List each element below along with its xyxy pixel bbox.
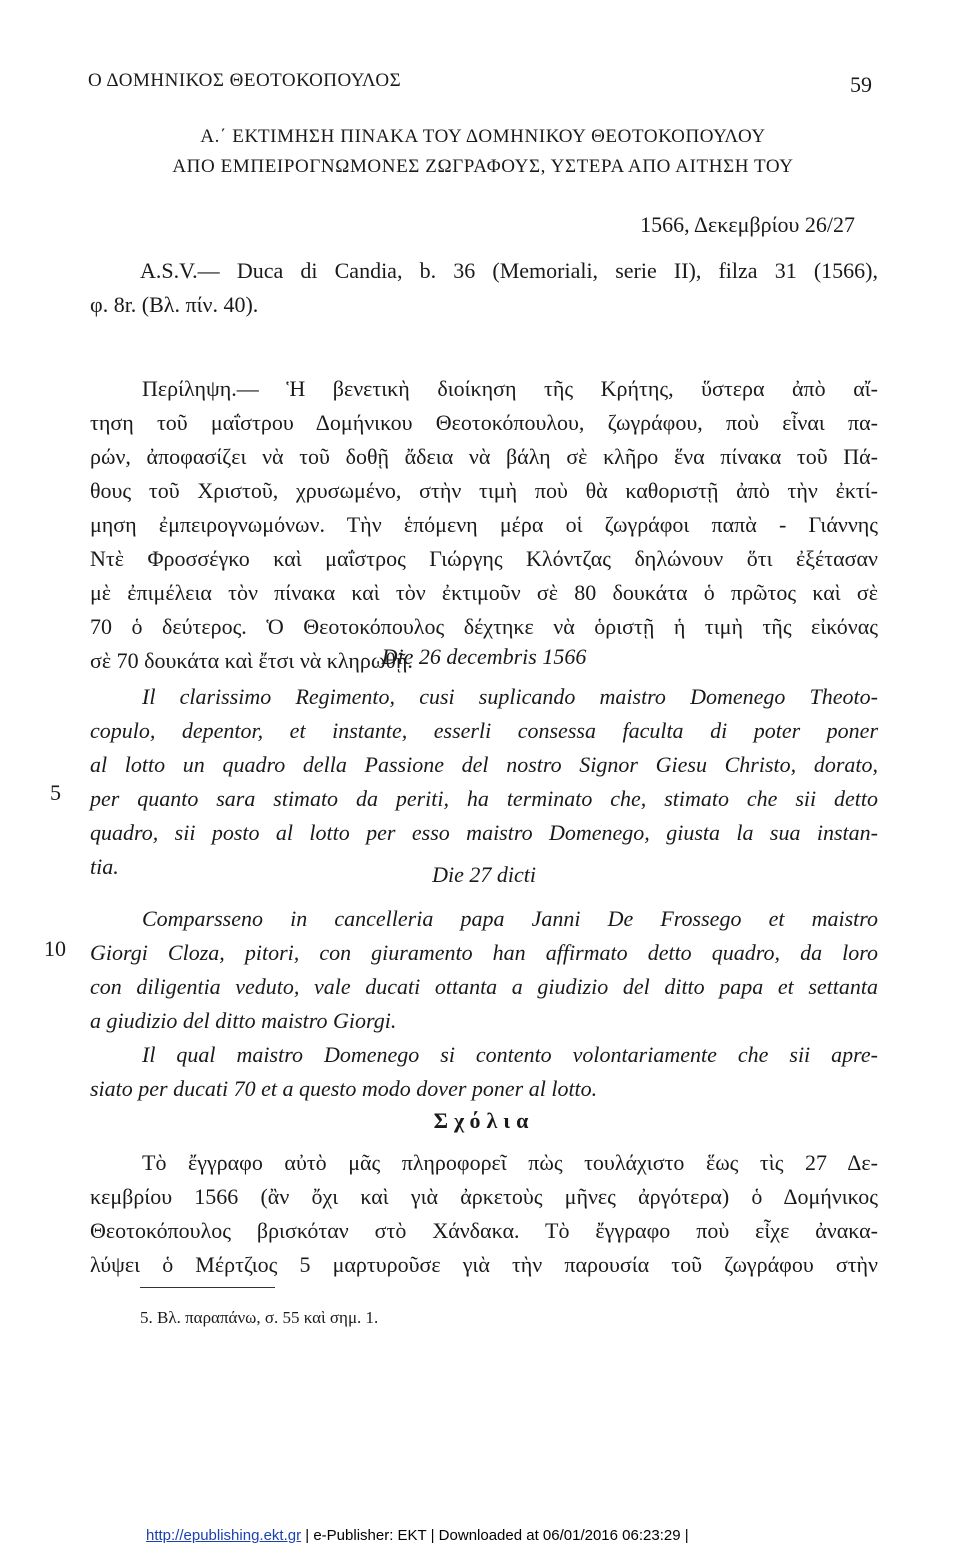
latin-line: siato per ducati 70 et a questo modo dover poner al lotto.	[90, 1076, 598, 1101]
footnote-divider	[140, 1287, 275, 1288]
latin-paragraph-1	[90, 680, 878, 884]
latin-paragraph-2	[90, 902, 878, 1038]
latin-line: Il qual maistro Domenego si contento volontariamente che sii apre-	[142, 1042, 878, 1067]
summary-line: σὲ 70 δουκάτα καὶ ἔτσι νὰ κληρωθῇ.	[90, 648, 413, 673]
latin-line: copulo, depentor, et instante, esserli consessa faculta di poter poner	[90, 718, 878, 743]
document-title	[88, 122, 878, 182]
source-reference	[140, 254, 878, 288]
latin-line: tia.	[90, 854, 119, 879]
latin-line: a giudizio del ditto maistro Giorgi.	[90, 1008, 397, 1033]
latin-line: Il clarissimo Regimento, cusi suplicando maistro Domenego Theoto-	[142, 684, 878, 709]
scholia-heading: Σχόλια	[433, 1108, 535, 1133]
summary-line: μὲ ἐπιμέλεια τὸν πίνακα καὶ τὸν ἐκτιμοῦν σὲ 80 δουκάτα ὁ πρῶτος καὶ σὲ	[90, 580, 878, 605]
latin-date-2-text: Die 27 dicti	[432, 862, 536, 887]
summary-line: Ντὲ Φροσσέγκο καὶ μαΐστρος Γιώργης Κλόντζας δηλώνουν ὅτι ἐξέτασαν	[90, 546, 878, 571]
publisher-footer	[146, 1527, 689, 1544]
document-date: 1566, Δεκεμβρίου 26/27	[640, 212, 855, 237]
page-number: 59	[850, 72, 872, 97]
summary-line: τηση τοῦ μαΐστρου Δομήνικου Θεοτοκόπουλου, ζωγράφου, ποὺ εἶναι πα-	[90, 410, 878, 435]
footnote: 5. Βλ. παραπάνω, σ. 55 καὶ σημ. 1.	[140, 1308, 379, 1327]
latin-paragraph-3	[90, 1038, 878, 1106]
latin-date-1-text: Die 26 decembris 1566	[381, 644, 587, 669]
scholia-line: Θεοτοκόπουλος βρισκόταν στὸ Χάνδακα. Τὸ ἔγγραφο ποὺ εἶχε ἀνακα-	[90, 1218, 878, 1243]
latin-line: quadro, sii posto al lotto per esso maistro Domenego, giusta la sua instan-	[90, 820, 878, 845]
title-line-1: Α.΄ ΕΚΤΙΜΗΣΗ ΠΙΝΑΚΑ ΤΟΥ ΔΟΜΗΝΙΚΟΥ ΘΕΟΤΟΚΟΠΟΥΛΟΥ	[200, 126, 766, 147]
scholia-line: Τὸ ἔγγραφο αὐτὸ μᾶς πληροφορεῖ πὼς τουλάχιστο ἕως τὶς 27 Δε-	[142, 1150, 878, 1175]
summary-line: Περίληψη.— Ἡ βενετικὴ διοίκηση τῆς Κρήτης, ὕστερα ἀπὸ αἴ-	[142, 376, 878, 401]
summary-line: ρών, ἀποφασίζει νὰ τοῦ δοθῇ ἄδεια νὰ βάλη σὲ κλῆρο ἕνα πίνακα τοῦ Πά-	[90, 444, 878, 469]
latin-line: Comparsseno in cancelleria papa Janni De Frossego et maistro	[142, 906, 878, 931]
summary-paragraph	[90, 372, 878, 678]
scholia-paragraph	[90, 1146, 878, 1282]
scholia-line: λύψει ὁ Μέρτζιος 5 μαρτυροῦσε γιὰ τὴν παρουσία τοῦ ζωγράφου στὴν	[90, 1252, 878, 1277]
latin-date-2	[90, 858, 878, 892]
scholia-line: κεμβρίου 1566 (ἂν ὄχι καὶ γιὰ ἀρκετοὺς μῆνες ἀργότερα) ὁ Δομήνικος	[90, 1184, 878, 1209]
source-reference-cont	[90, 288, 878, 322]
latin-line: con diligentia veduto, vale ducati ottanta a giudizio del ditto papa et settanta	[90, 974, 878, 999]
latin-line: al lotto un quadro della Passione del nostro Signor Giesu Christo, dorato,	[90, 752, 878, 777]
latin-line: per quanto sara stimato da periti, ha terminato che, stimato che sii detto	[90, 786, 878, 811]
summary-line: θους τοῦ Χριστοῦ, χρυσωμένο, στὴν τιμὴ ποὺ θὰ καθοριστῇ ἀπὸ τὴν ἐκτί-	[90, 478, 878, 503]
title-line-2: ΑΠΟ ΕΜΠΕΙΡΟΓΝΩΜΟΝΕΣ ΖΩΓΡΑΦΟΥΣ, ΥΣΤΕΡΑ ΑΠΟ ΑΙΤΗΣΗ ΤΟΥ	[172, 156, 794, 177]
line-number-10: 10	[44, 936, 66, 961]
source-line-2: φ. 8r. (Βλ. πίν. 40).	[90, 292, 259, 317]
running-title: Ο ΔΟΜΗΝΙΚΟΣ ΘΕΟΤΟΚΟΠΟΥΛΟΣ	[88, 70, 402, 91]
footer-info: | e-Publisher: EKT | Downloaded at 06/01/2016 06:23:29 |	[301, 1527, 689, 1544]
latin-date-1	[90, 640, 878, 674]
epublishing-link[interactable]: http://epublishing.ekt.gr	[146, 1527, 302, 1544]
summary-line: 70 ὁ δεύτερος. Ὁ Θεοτοκόπουλος δέχτηκε νὰ ὁριστῇ ἡ τιμὴ τῆς εἰκόνας	[90, 614, 878, 639]
source-line-1: A.S.V.— Duca di Candia, b. 36 (Memoriali, serie II), filza 31 (1566),	[140, 258, 878, 283]
line-number-5: 5	[50, 780, 61, 805]
summary-line: μηση ἐμπειρογνωμόνων. Τὴν ἑπόμενη μέρα οἱ ζωγράφοι παπὰ - Γιάννης	[90, 512, 878, 537]
latin-line: Giorgi Cloza, pitori, con giuramento han affirmato detto quadro, da loro	[90, 940, 878, 965]
